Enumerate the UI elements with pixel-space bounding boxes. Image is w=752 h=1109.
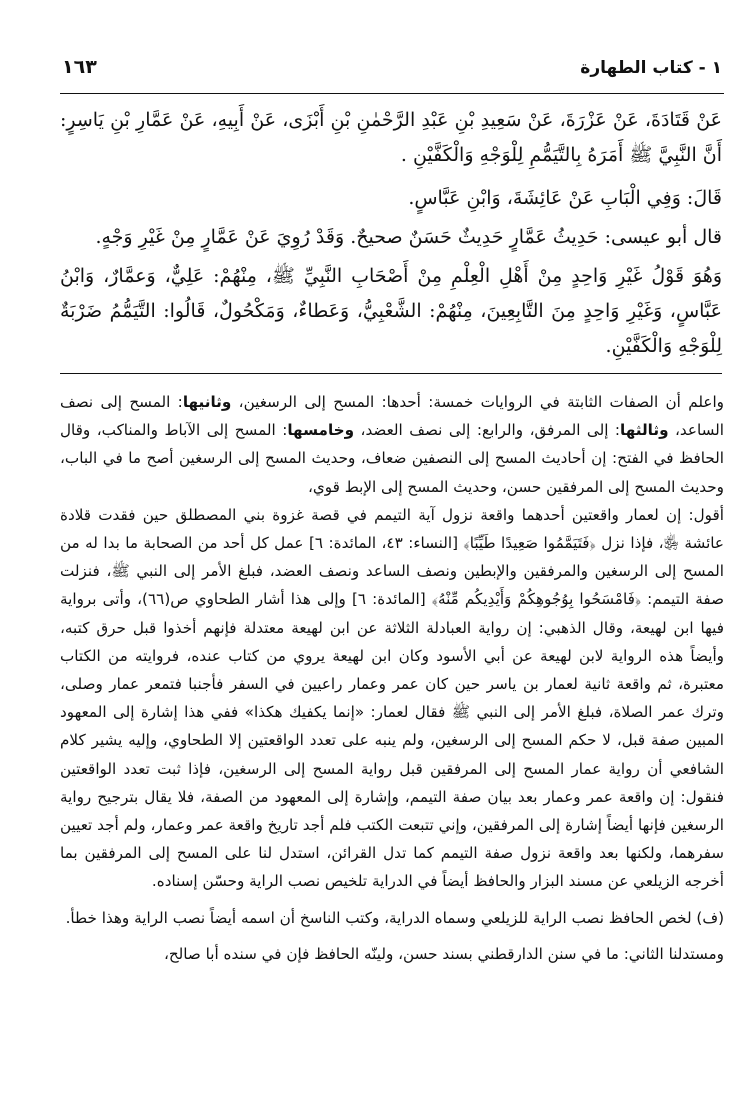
hadith-text — [60, 103, 722, 372]
hadith-isnad-paragraph: عَنْ قَتَادَةَ، عَنْ عَزْرَةَ، عَنْ سَعِيدِ بْنِ عَبْدِ الرَّحْمٰنِ بْنِ أَبْزَى، عَنْ أَبِيهِ، عَنْ عَمَّارِ بْنِ يَاسِرٍ: أَنَّ النَّبِيَّ ﷺ أَمَرَهُ بِالتَّيَمُّمِ لِلْوَجْهِ وَالْكَفَّيْنِ . — [60, 109, 722, 166]
commentary-text — [60, 388, 724, 968]
text-third: : إلى المرفق، والرابع: إلى نصف العضد، — [360, 421, 621, 440]
hadith-bab-paragraph: قَالَ: وَفِي الْبَابِ عَنْ عَائِشَةَ، وَابْنِ عَبَّاسٍ. — [408, 187, 722, 209]
commentary-intro-paragraph — [60, 388, 724, 501]
label-second: وثانيها — [182, 393, 232, 411]
header-divider — [60, 93, 724, 94]
commentary-intro: واعلم أن الصفات الثابتة في الروايات خمسة: أحدها: المسح إلى الرسغين، — [238, 393, 725, 411]
label-third: وثالثها — [620, 421, 669, 440]
commentary-body-paragraph: أقول: إن لعمار واقعتين أحدهما واقعة نزول آية التيمم في قصة غزوة بني المصطلق حين فقدت قلادة عائشة ﵂، فإذا نزل ﴿فَتَيَمَّمُوا صَعِيدًا طَيِّبًا﴾ [النساء: ٤٣، المائدة: ٦] عمل كل أحد من الصحابة ما بدا له من المسح إلى الرسغين والمرفقين والإبطين ونصف الساعد ونصف العضد، فبلغ الأمر إلى النبي ﷺ، فنزلت صفة التيمم: ﴿فَامْسَحُوا بِوُجُوهِكُمْ وَأَيْدِيكُم مِّنْهُ﴾ [المائدة: ٦] وإلى هذا أشار الطحاوي ص(٦٦)، وأتى برواية فيها ابن لهيعة، وقال الذهبي: إن رواية العبادلة الثلاثة عن ابن لهيعة معتدلة فإنهم أخذوا قبل حرق كتبه، وأيضاً هذه الرواية لابن لهيعة عن أبي الأسود وكان ابن لهيعة يروي من كتاب عنده، فروايته من الكتاب معتبرة، ثم واقعة ثانية لعمار بن ياسر حين كان عمر وعمار راعيين في السفر فأجنبا فتمعر عمار وصلى، وترك عمر الصلاة، فبلغ الأمر إلى النبي ﷺ فقال لعمار: «إنما يكفيك هكذا» ففي هذا إشارة إلى المعهود المبين صفة قبل، لا حكم المسح إلى الرسغين، ولم ينبه على تعدد الواقعتين إلا الطحاوي، وإليه يشير كلام الشافعي أن رواية عمار المسح إلى المرفقين قبل رواية المسح إلى الرسغين، فإذا ثبت تعدد الواقعتين فنقول: إن واقعة عمر وعمار بعد بيان صفة التيمم، وإشارة إلى المعهود من الصفة، فلا يقال بترجيح رواية الرسغين فإنها أيضاً إشارة إلى المرفقين، وإني تتبعت الكتب فلم أجد تاريخ واقعة عمر وعمار، ولم أجد تعيين سفرهما، ولكنها بعد واقعة نزول صفة التيمم كما تدل القرائن، استدل لنا على المسح إلى المرفقين بما أخرجه الزيلعي عن مسند البزار والحافظ أيضاً في الدراية تلخيص نصب الراية وحسّن إسناده. — [60, 505, 724, 891]
commentary-note-paragraph: (ف) لخص الحافظ نصب الراية للزيلعي وسماه الدراية، وكتب الناسخ أن اسمه أيضاً نصب الراية وهذا خطأ. — [65, 908, 724, 927]
page-number: ١٦٣ — [62, 56, 97, 78]
commentary-divider — [60, 373, 722, 374]
text-fifth: : المسح إلى الآباط والمناكب، وقال الحافظ في الفتح: إن أحاديث المسح إلى النصفين ضعاف، وحديث المسح إلى الرسغين أصح ما في الباب، وحديث المسح إلى المرفقين حسن، وحديث المسح إلى الإبط قوي، — [60, 421, 724, 496]
running-head: ١ - كتاب الطهارة — [580, 58, 722, 78]
hadith-grading-paragraph: قال أبو عيسى: حَدِيثُ عَمَّارٍ حَدِيثٌ حَسَنٌ صحيحٌ. وَقَدْ رُوِيَ عَنْ عَمَّارٍ مِنْ غَيْرِ وَجْهٍ. — [95, 226, 722, 248]
hadith-scholars-paragraph: وَهُوَ قَوْلُ غَيْرِ وَاحِدٍ مِنْ أَهْلِ الْعِلْمِ مِنْ أَصْحَابِ النَّبِيِّ ﷺ، مِنْهُمْ: عَلِيٌّ، وَعمَّارٌ، وَابْنُ عَبَّاسٍ، وَغَيْرِ وَاحِدٍ مِنَ التَّابِعِينَ، مِنْهُمْ: الشَّعْبِيُّ، وَعَطاءٌ، وَمَكْحُولٌ، قَالُوا: التَّيَمُّمُ ضَرْبَةٌ لِلْوَجْهِ وَالْكَفَّيْنِ. — [60, 265, 722, 357]
commentary-closing-paragraph: ومستدلنا الثاني: ما في سنن الدارقطني بسند حسن، ولينّه الحافظ فإن في سنده أبا صالح، — [163, 944, 724, 963]
label-fifth: وخامسها — [287, 421, 355, 440]
text-second: : المسح إلى نصف الساعد، — [60, 393, 724, 440]
